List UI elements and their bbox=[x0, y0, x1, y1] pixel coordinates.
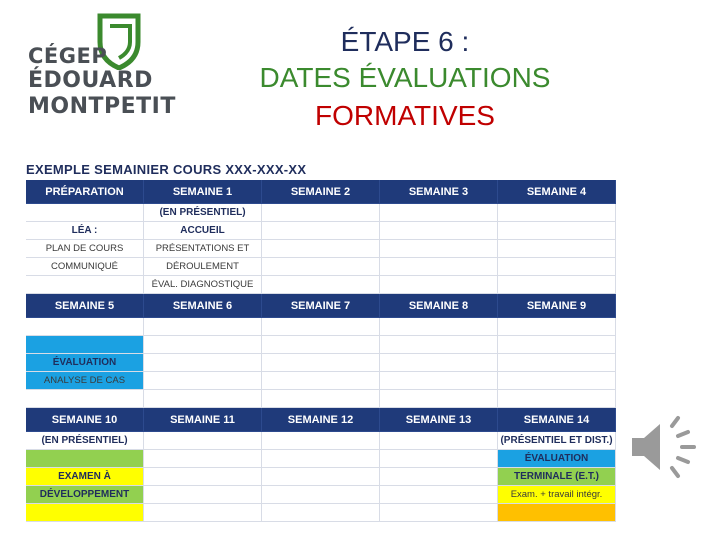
table-cell bbox=[380, 318, 498, 336]
title-line-2: DATES ÉVALUATIONS bbox=[259, 62, 551, 93]
header-row bbox=[26, 180, 616, 204]
evaluation-cell: ÉVALUATION bbox=[498, 450, 616, 468]
table-cell bbox=[498, 204, 616, 222]
table-cell bbox=[262, 432, 380, 450]
title-line-1: ÉTAPE 6 : bbox=[340, 26, 470, 57]
table-cell bbox=[262, 276, 380, 294]
week-grid-block-2 bbox=[26, 294, 616, 408]
table-cell bbox=[380, 486, 498, 504]
table-row bbox=[26, 504, 616, 522]
table-cell bbox=[380, 354, 498, 372]
table-cell bbox=[26, 390, 144, 408]
header-cell: SEMAINE 10 bbox=[26, 408, 144, 432]
table-cell bbox=[380, 432, 498, 450]
speaker-icon[interactable] bbox=[628, 412, 702, 482]
header-cell: SEMAINE 6 bbox=[144, 294, 262, 318]
table-cell bbox=[26, 450, 144, 468]
header-cell: SEMAINE 1 bbox=[144, 180, 262, 204]
table-cell bbox=[380, 240, 498, 258]
table-cell bbox=[262, 240, 380, 258]
table-cell bbox=[26, 318, 144, 336]
table-cell bbox=[262, 204, 380, 222]
table-cell bbox=[380, 204, 498, 222]
week-grid-block-1 bbox=[26, 180, 616, 294]
table-cell bbox=[262, 354, 380, 372]
table-cell: PRÉSENTATIONS ET bbox=[144, 240, 262, 258]
table-cell bbox=[144, 318, 262, 336]
cegep-logo bbox=[28, 12, 176, 122]
table-cell bbox=[26, 276, 144, 294]
table-cell bbox=[498, 504, 616, 522]
table-cell bbox=[380, 390, 498, 408]
table-cell: ÉVAL. DIAGNOSTIQUE bbox=[144, 276, 262, 294]
header-cell: SEMAINE 11 bbox=[144, 408, 262, 432]
table-cell bbox=[380, 336, 498, 354]
table-cell bbox=[144, 486, 262, 504]
evaluation-cell: TERMINALE (E.T.) bbox=[498, 468, 616, 486]
logo-line-3: MONTPETIT bbox=[28, 94, 176, 119]
week-grid-block-3 bbox=[26, 408, 616, 522]
header-cell: SEMAINE 4 bbox=[498, 180, 616, 204]
table-row bbox=[26, 318, 616, 336]
table-row bbox=[26, 432, 616, 450]
table-cell bbox=[144, 504, 262, 522]
title-line-3: FORMATIVES bbox=[315, 100, 495, 131]
header-cell: SEMAINE 3 bbox=[380, 180, 498, 204]
header-row bbox=[26, 294, 616, 318]
header-cell: SEMAINE 8 bbox=[380, 294, 498, 318]
table-cell bbox=[144, 354, 262, 372]
table-cell bbox=[262, 504, 380, 522]
table-cell bbox=[26, 504, 144, 522]
exam-cell: EXAMEN À bbox=[26, 468, 144, 486]
table-row bbox=[26, 450, 616, 468]
table-row bbox=[26, 276, 616, 294]
table-cell bbox=[144, 450, 262, 468]
table-cell bbox=[262, 222, 380, 240]
table-cell bbox=[498, 240, 616, 258]
header-cell: SEMAINE 13 bbox=[380, 408, 498, 432]
table-cell bbox=[144, 390, 262, 408]
table-row bbox=[26, 486, 616, 504]
table-cell bbox=[262, 468, 380, 486]
logo-line-1: CÉGEP bbox=[28, 44, 108, 68]
table-row bbox=[26, 240, 616, 258]
table-cell bbox=[262, 390, 380, 408]
table-row bbox=[26, 336, 616, 354]
header-cell: SEMAINE 2 bbox=[262, 180, 380, 204]
evaluation-cell: ANALYSE DE CAS bbox=[26, 372, 144, 390]
table-row bbox=[26, 204, 616, 222]
table-cell bbox=[262, 336, 380, 354]
table-cell: (PRÉSENTIEL ET DIST.) bbox=[498, 432, 616, 450]
table-cell bbox=[144, 432, 262, 450]
table-cell: LÉA : bbox=[26, 222, 144, 240]
table-row bbox=[26, 354, 616, 372]
header-cell: SEMAINE 5 bbox=[26, 294, 144, 318]
header-cell: SEMAINE 14 bbox=[498, 408, 616, 432]
table-row bbox=[26, 468, 616, 486]
table-cell: PLAN DE COURS bbox=[26, 240, 144, 258]
sheet-title: EXEMPLE SEMAINIER COURS XXX-XXX-XX bbox=[26, 162, 307, 177]
table-cell bbox=[262, 450, 380, 468]
header-cell: SEMAINE 7 bbox=[262, 294, 380, 318]
table-cell bbox=[380, 450, 498, 468]
evaluation-cell: Exam. + travail intégr. bbox=[498, 486, 616, 504]
table-cell: ACCUEIL bbox=[144, 222, 262, 240]
header-cell: PRÉPARATION bbox=[26, 180, 144, 204]
header-row bbox=[26, 408, 616, 432]
table-cell bbox=[498, 318, 616, 336]
table-cell bbox=[26, 336, 144, 354]
table-cell bbox=[498, 276, 616, 294]
exam-cell: DÉVELOPPEMENT bbox=[26, 486, 144, 504]
table-cell bbox=[144, 372, 262, 390]
table-row bbox=[26, 390, 616, 408]
table-cell bbox=[380, 222, 498, 240]
table-cell bbox=[498, 372, 616, 390]
table-cell bbox=[498, 354, 616, 372]
table-row bbox=[26, 372, 616, 390]
header-cell: SEMAINE 12 bbox=[262, 408, 380, 432]
table-cell bbox=[262, 258, 380, 276]
table-cell bbox=[380, 276, 498, 294]
table-cell bbox=[262, 486, 380, 504]
table-cell bbox=[144, 336, 262, 354]
table-cell bbox=[498, 222, 616, 240]
table-row bbox=[26, 258, 616, 276]
table-row bbox=[26, 222, 616, 240]
table-cell bbox=[262, 372, 380, 390]
table-cell bbox=[380, 504, 498, 522]
table-cell bbox=[26, 204, 144, 222]
table-cell: (EN PRÉSENTIEL) bbox=[26, 432, 144, 450]
table-cell bbox=[498, 336, 616, 354]
table-cell bbox=[262, 318, 380, 336]
evaluation-cell: ÉVALUATION bbox=[26, 354, 144, 372]
table-cell: (EN PRÉSENTIEL) bbox=[144, 204, 262, 222]
logo-line-2: ÉDOUARD bbox=[28, 68, 153, 93]
table-cell: DÉROULEMENT bbox=[144, 258, 262, 276]
table-cell bbox=[380, 258, 498, 276]
table-cell bbox=[498, 390, 616, 408]
table-cell bbox=[144, 468, 262, 486]
header-cell: SEMAINE 9 bbox=[498, 294, 616, 318]
table-cell: COMMUNIQUÉ bbox=[26, 258, 144, 276]
table-cell bbox=[498, 258, 616, 276]
table-cell bbox=[380, 468, 498, 486]
table-cell bbox=[380, 372, 498, 390]
